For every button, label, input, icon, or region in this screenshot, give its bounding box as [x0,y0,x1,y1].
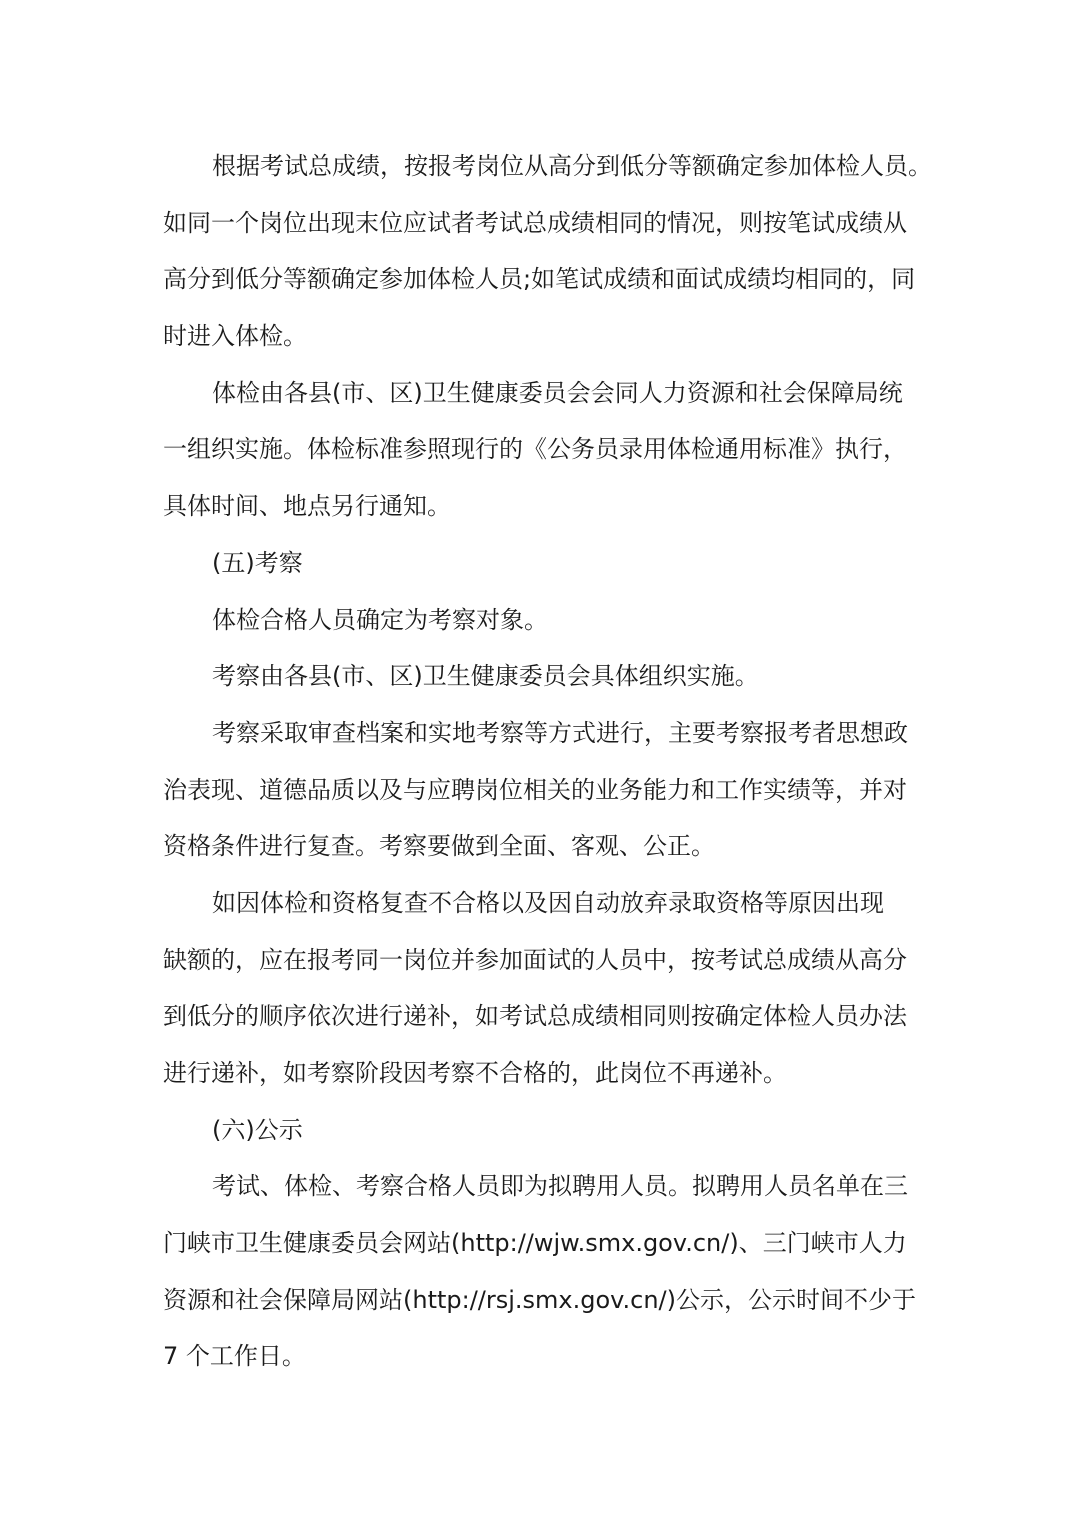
text-line: 考察由各县(市、区)卫生健康委员会具体组织实施。 [212,662,759,691]
section-heading: (六)公示 [212,1115,303,1144]
text-line: 体检由各县(市、区)卫生健康委员会会同人力资源和社会保障局统 [212,378,903,407]
text-line: 治表现、道德品质以及与应聘岗位相关的业务能力和工作实绩等，并对 [163,775,907,804]
text-line: 考察采取审查档案和实地考察等方式进行，主要考察报考者思想政 [212,718,908,747]
text-line: 到低分的顺序依次进行递补，如考试总成绩相同则按确定体检人员办法 [163,1002,907,1031]
document-body [163,138,932,1385]
text-line: 进行递补，如考察阶段因考察不合格的，此岗位不再递补。 [163,1059,787,1087]
section-heading: (五)考察 [212,548,303,577]
text-line: 资源和社会保障局网站(http://rsj.smx.gov.cn/)公示，公示时间不少于 [163,1285,917,1314]
text-line: 如因体检和资格复查不合格以及因自动放弃录取资格等原因出现 [212,888,884,917]
text-line: 如同一个岗位出现末位应试者考试总成绩相同的情况，则按笔试成绩从 [163,208,907,237]
text-line: 一组织实施。体检标准参照现行的《公务员录用体检通用标准》执行， [163,435,907,464]
text-line: 缺额的，应在报考同一岗位并参加面试的人员中，按考试总成绩从高分 [163,945,907,974]
text-line: 体检合格人员确定为考察对象。 [212,605,548,634]
text-line: 门峡市卫生健康委员会网站(http://wjw.smx.gov.cn/)、三门峡市人力 [163,1229,907,1258]
text-line: 资格条件进行复查。考察要做到全面、客观、公正。 [163,832,715,861]
text-line: 考试、体检、考察合格人员即为拟聘用人员。拟聘用人员名单在三 [212,1172,908,1201]
text-line: 时进入体检。 [163,322,307,351]
text-line: 根据考试总成绩，按报考岗位从高分到低分等额确定参加体检人员。 [212,152,932,180]
text-line: 高分到低分等额确定参加体检人员;如笔试成绩和面试成绩均相同的，同 [163,265,916,294]
text-line: 7 个工作日。 [163,1342,306,1371]
text-line: 具体时间、地点另行通知。 [163,492,451,521]
